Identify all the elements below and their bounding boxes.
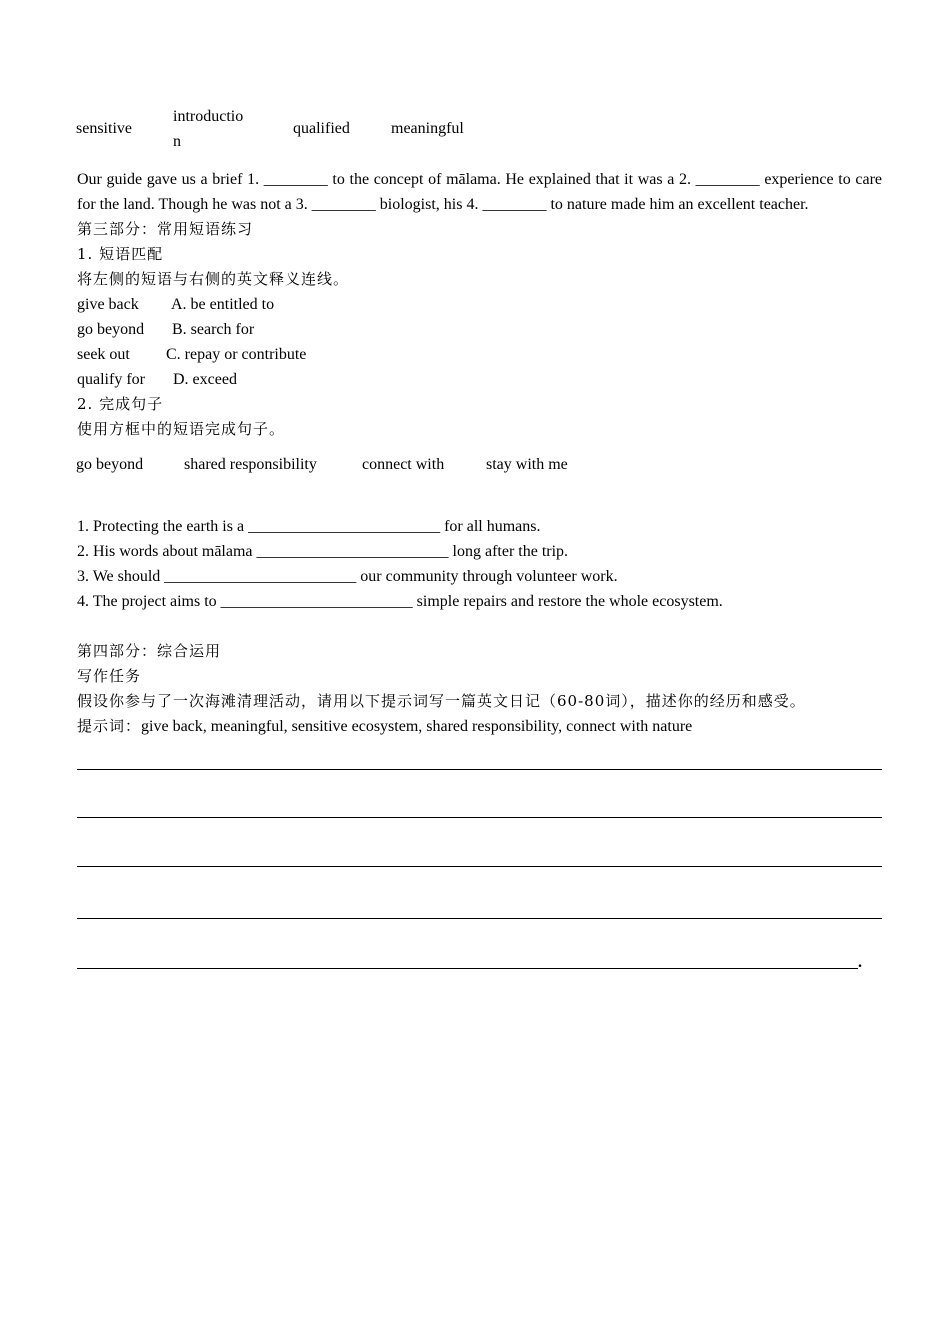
writing-line[interactable] [77, 769, 882, 770]
phrase-bank-item: connect with [362, 456, 445, 473]
matching-phrase: give back [77, 296, 139, 313]
sentence-item: 1. Protecting the earth is a ________________________ for all humans. [77, 518, 541, 535]
writing-line[interactable] [77, 817, 882, 818]
phrase-bank-item: go beyond [76, 456, 144, 473]
hint-label: 提示词： [77, 717, 142, 735]
sentence-item: 3. We should ________________________ our community through volunteer work. [77, 568, 618, 585]
section2-title: 2. 完成句子 [77, 395, 164, 413]
part3-heading: 第三部分：常用短语练习 [77, 220, 254, 238]
word-bank-item: qualified [293, 120, 350, 137]
section1-title: 1. 短语匹配 [77, 245, 164, 263]
word-bank-item: sensitive [76, 120, 132, 137]
sentence-item: 4. The project aims to ________________________ simple repairs and restore the whole ecosystem. [77, 593, 723, 610]
task-title: 写作任务 [77, 667, 142, 685]
section2-instruction: 使用方框中的短语完成句子。 [77, 420, 286, 438]
matching-phrase: qualify for [77, 371, 145, 388]
matching-definition: B. search for [172, 321, 255, 338]
hint-line [77, 714, 692, 739]
writing-line[interactable] [77, 968, 858, 969]
hint-words: give back, meaningful, sensitive ecosystem, shared responsibility, connect with nature [141, 718, 693, 735]
phrase-bank-item: shared responsibility [184, 456, 317, 473]
matching-definition: A. be entitled to [171, 296, 275, 313]
part4-heading: 第四部分：综合运用 [77, 642, 222, 660]
word-bank-item: meaningful [391, 120, 464, 137]
word-bank-item-wrap: n [173, 133, 181, 150]
matching-phrase: go beyond [77, 321, 145, 338]
sentence-item: 2. His words about mālama ________________________ long after the trip. [77, 543, 569, 560]
matching-definition: D. exceed [173, 371, 237, 388]
section1-instruction: 将左侧的短语与右侧的英文释义连线。 [77, 270, 350, 288]
cloze-paragraph: Our guide gave us a brief 1. ________ to the concept of mālama. He explained that it was a 2. ________ experience to care for the land. Though he was not a 3. ________ biologist, his 4. ________ to nature made him an excellent teacher. [77, 171, 882, 213]
writing-line[interactable] [77, 918, 882, 919]
word-bank-item: introductio [173, 108, 244, 125]
matching-definition: C. repay or contribute [166, 346, 307, 363]
final-period: . [858, 954, 862, 971]
writing-line[interactable] [77, 866, 882, 867]
matching-phrase: seek out [77, 346, 130, 363]
task-description: 假设你参与了一次海滩清理活动，请用以下提示词写一篇英文日记（60-80词），描述你的经历和感受。 [77, 692, 806, 710]
phrase-bank-item: stay with me [486, 456, 568, 473]
